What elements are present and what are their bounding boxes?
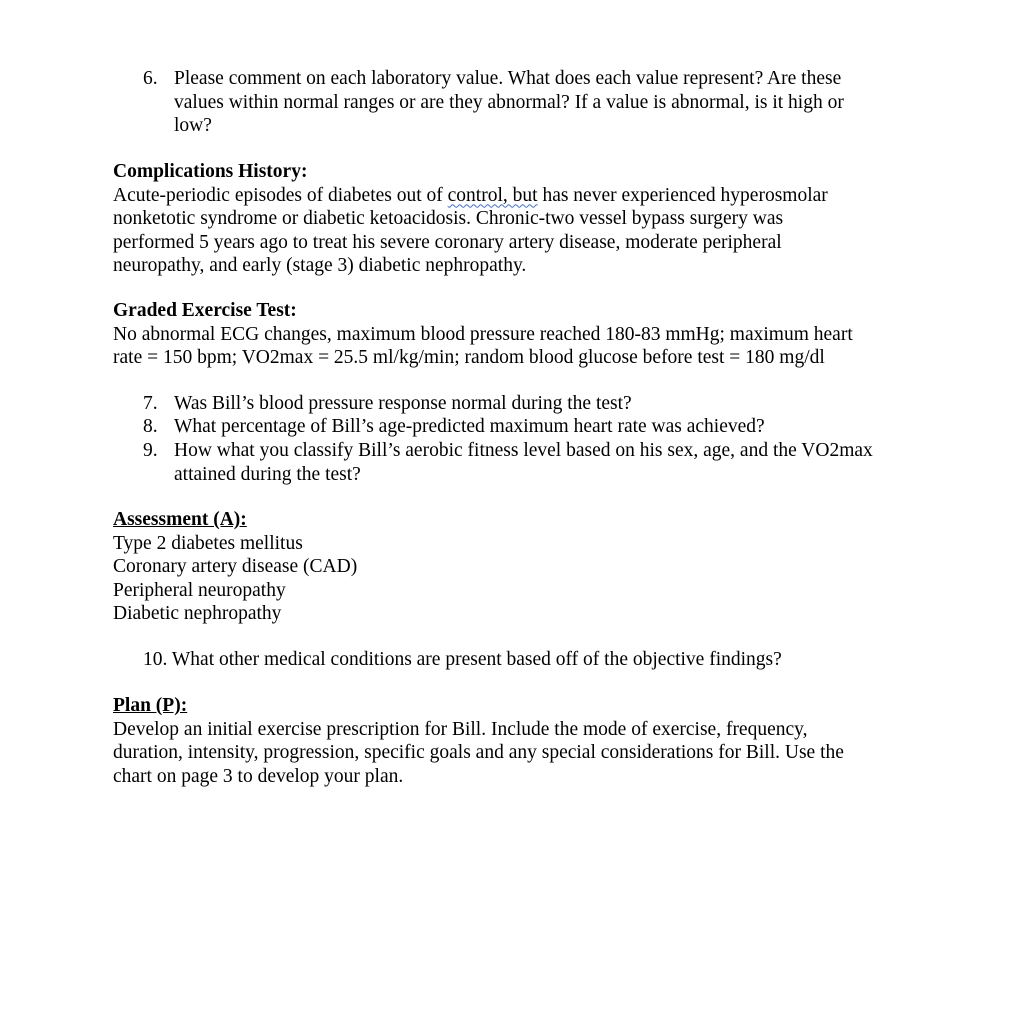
plan-section <box>113 694 913 788</box>
question-line: Was Bill’s blood pressure response normal during the test? <box>174 393 632 414</box>
question-line: low? <box>174 115 212 136</box>
question-text <box>174 415 765 439</box>
complications-line <box>113 184 913 208</box>
graded-exercise-line: rate = 150 bpm; VO2max = 25.5 ml/kg/min; random blood glucose before test = 180 mg/dl <box>113 347 825 368</box>
graded-exercise-line: No abnormal ECG changes, maximum blood pressure reached 180-83 mmHg; maximum heart <box>113 323 853 345</box>
plan-line: duration, intensity, progression, specific goals and any special considerations for Bill. Use the <box>113 742 844 763</box>
question-text <box>174 439 873 486</box>
question-line: How what you classify Bill’s aerobic fitness level based on his sex, age, and the VO2max <box>174 440 873 461</box>
plan-line: chart on page 3 to develop your plan. <box>113 765 404 787</box>
question-line: What percentage of Bill’s age-predicted maximum heart rate was achieved? <box>174 416 765 437</box>
question-number: 6. <box>143 68 158 89</box>
assessment-item: Diabetic nephropathy <box>113 603 282 624</box>
assessment-item: Type 2 diabetes mellitus <box>113 532 303 554</box>
complications-line: performed 5 years ago to treat his severe coronary artery disease, moderate peripheral <box>113 231 782 253</box>
question-text <box>174 67 844 138</box>
question-line: values within normal ranges or are they abnormal? If a value is abnormal, is it high or <box>174 91 844 113</box>
plan-heading: Plan (P): <box>113 695 188 716</box>
complications-text: has never experienced hyperosmolar <box>537 184 828 206</box>
question-line: Please comment on each laboratory value. What does each value represent? Are these <box>174 68 842 89</box>
question-number: 9. <box>143 440 158 461</box>
question-line: attained during the test? <box>174 463 361 485</box>
spellcheck-flagged-text[interactable]: control, but <box>447 184 538 206</box>
question-number: 7. <box>143 393 158 414</box>
plan-line: Develop an initial exercise prescription for Bill. Include the mode of exercise, frequency, <box>113 718 808 740</box>
complications-heading: Complications History: <box>113 161 308 182</box>
graded-exercise-section <box>113 299 913 370</box>
question-text <box>174 392 632 416</box>
assessment-heading: Assessment (A): <box>113 509 247 530</box>
question-10: 10. What other medical conditions are present based off of the objective findings? <box>143 649 782 670</box>
graded-exercise-heading: Graded Exercise Test: <box>113 300 297 321</box>
assessment-item: Peripheral neuropathy <box>113 579 286 601</box>
complications-section <box>113 160 913 278</box>
complications-line: neuropathy, and early (stage 3) diabetic nephropathy. <box>113 255 527 276</box>
question-number: 8. <box>143 416 158 437</box>
complications-line: nonketotic syndrome or diabetic ketoacidosis. Chronic-two vessel bypass surgery was <box>113 208 784 229</box>
complications-text: Acute-periodic episodes of diabetes out of <box>113 184 448 206</box>
assessment-section <box>113 508 913 626</box>
assessment-item: Coronary artery disease (CAD) <box>113 556 358 577</box>
